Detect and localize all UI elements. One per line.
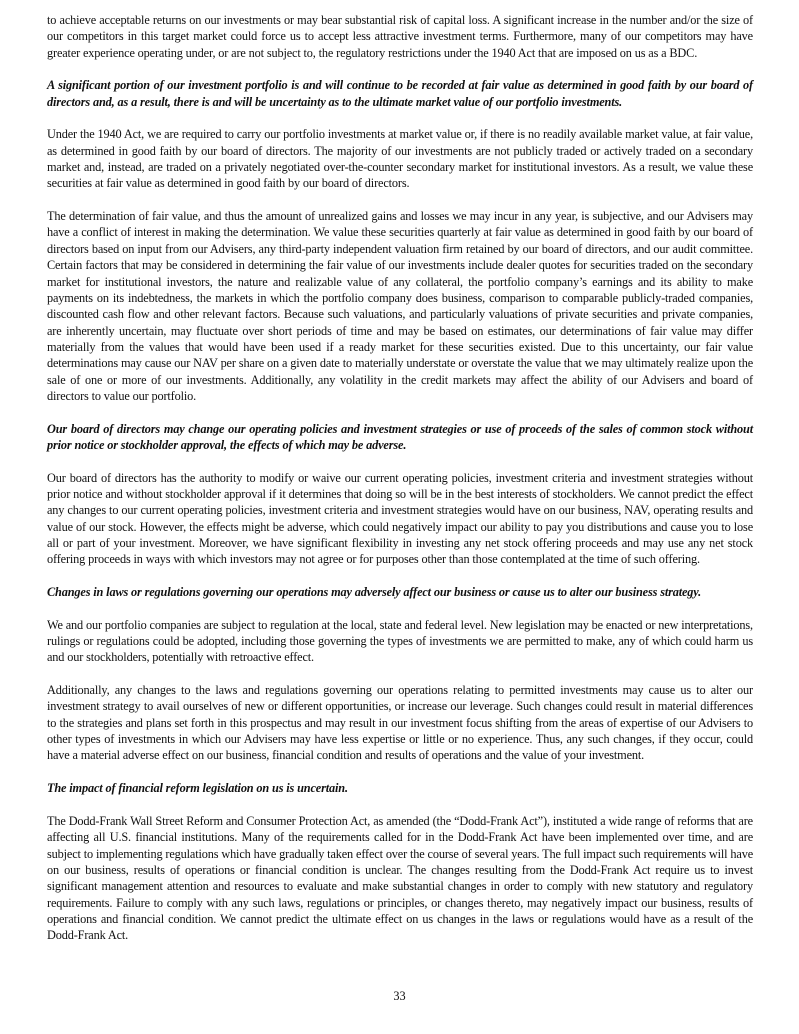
document-page (47, 12, 753, 960)
paragraph-dodd-frank: The Dodd-Frank Wall Street Reform and Consumer Protection Act, as amended (the “Dodd-Frank Act”), instituted a wide range of reforms that are affecting all U.S. financial institutions. Many of the requirements called for in the Dodd-Frank Act have been implemented over time, and are subject to implementing regulations which have gradually taken effect over the course of several years. The full impact such requirements will have on our business, results of operations or financial condition is unclear. The changes resulting from the Dodd-Frank Act require us to invest significant management attention and resources to evaluate and make substantial changes in order to comply with new statutory and regulatory requirements. Failure to comply with any such laws, regulations or principles, or changes thereto, may negatively impact our business, results of operations and financial condition. We cannot predict the ultimate effect on us changes in the laws or regulations would have as a result of the Dodd-Frank Act. (47, 813, 753, 943)
heading-financial-reform: The impact of financial reform legislation on us is uncertain. (47, 781, 348, 796)
paragraph-competition-continued: to achieve acceptable returns on our investments or may bear substantial risk of capital loss. A significant increase in the number and/or the size of our competitors in this target market could force us to accept less attractive investment terms. Furthermore, many of our competitors may have greater experience operating under, or are not subject to, the regulatory restrictions under the 1940 Act that are imposed on us as a BDC. (47, 13, 753, 60)
heading-board-policy-changes: Our board of directors may change our operating policies and investment strategies or use of proceeds of the sales of common stock without prior notice or stockholder approval, the effects of which may be adverse. (47, 421, 753, 452)
paragraph-1940-act-valuation: Under the 1940 Act, we are required to carry our portfolio investments at market value or, if there is no readily available market value, at fair value, as determined in good faith by our board of directors. The majority of our investments are not publicly traded or actively traded on a secondary market and, instead, are traded on a privately negotiated over-the-counter secondary market for institutional investors. As a result, we value these securities at fair value as determined in good faith by our board of directors. (47, 127, 753, 191)
paragraph-regulation-levels: We and our portfolio companies are subject to regulation at the local, state and federal level. New legislation may be enacted or new interpretations, rulings or regulations could be adopted, including those governing the types of investments we are permitted to make, any of which could harm us and our stockholders, potentially with retroactive effect. (47, 617, 753, 665)
heading-laws-regulations: Changes in laws or regulations governing our operations may adversely affect our business or cause us to alter our business strategy. (47, 585, 702, 600)
paragraph-strategy-changes: Additionally, any changes to the laws and regulations governing our operations relating to permitted investments may cause us to alter our investment strategy to avail ourselves of new or different opportunities, or increase our leverage. Such changes could result in material differences to the strategies and plans set forth in this prospectus and may result in our investment focus shifting from the areas of expertise of our Advisers to other types of investments in which our Advisers may have less expertise or little or no experience. Thus, any such changes, if they occur, could have a material adverse effect on our business, financial condition and results of operations and the value of your investment. (47, 683, 753, 763)
heading-fair-value: A significant portion of our investment portfolio is and will continue to be recorded at fair value as determined in good faith by our board of directors and, as a result, there is and will be uncertainty as to the ultimate market value of our portfolio investments. (47, 78, 753, 109)
page-number: 33 (393, 989, 406, 1003)
paragraph-fair-value-determination: The determination of fair value, and thus the amount of unrealized gains and losses we may incur in any year, is subjective, and our Advisers may have a conflict of interest in making the determination. We value these securities quarterly at fair value as determined in good faith by our board of directors based on input from our Advisers, any third-party independent valuation firm retained by our board of directors, and our audit committee. Certain factors that may be considered in determining the fair value of our investments include dealer quotes for securities traded on the secondary market for institutional investors, the nature and realizable value of any collateral, the portfolio company’s earnings and its ability to make payments on its indebtedness, the markets in which the portfolio company does business, comparison to comparable publicly-traded companies, discounted cash flow and other relevant factors. Because such valuations, and particularly valuations of private securities and private companies, are inherently uncertain, may fluctuate over short periods of time and may be based on estimates, our determinations of fair value may differ materially from the values that would have been used if a ready market for these securities existed. Due to this uncertainty, our fair value determinations may cause our NAV per share on a given date to materially understate or overstate the value that we may ultimately realize upon the sale of one or more of our investments. Additionally, any volatility in the credit markets may affect the ability of our Advisers and board of directors to value our portfolio. (47, 209, 753, 403)
paragraph-board-authority: Our board of directors has the authority to modify or waive our current operating policies, investment criteria and investment strategies without prior notice and without stockholder approval if it determines that doing so will be in the best interests of stockholders. We cannot predict the effect any changes to our current operating policies, investment criteria and investment strategies would have on our business, NAV, operating results and value of our stock. However, the effects might be adverse, which could negatively impact our ability to pay you distributions and cause you to lose all or part of your investment. Moreover, we have significant flexibility in investing any net stock offering proceeds and may use any net stock offering proceeds in ways with which investors may not agree or for purposes other than those contemplated at the time of such offering. (47, 470, 753, 567)
